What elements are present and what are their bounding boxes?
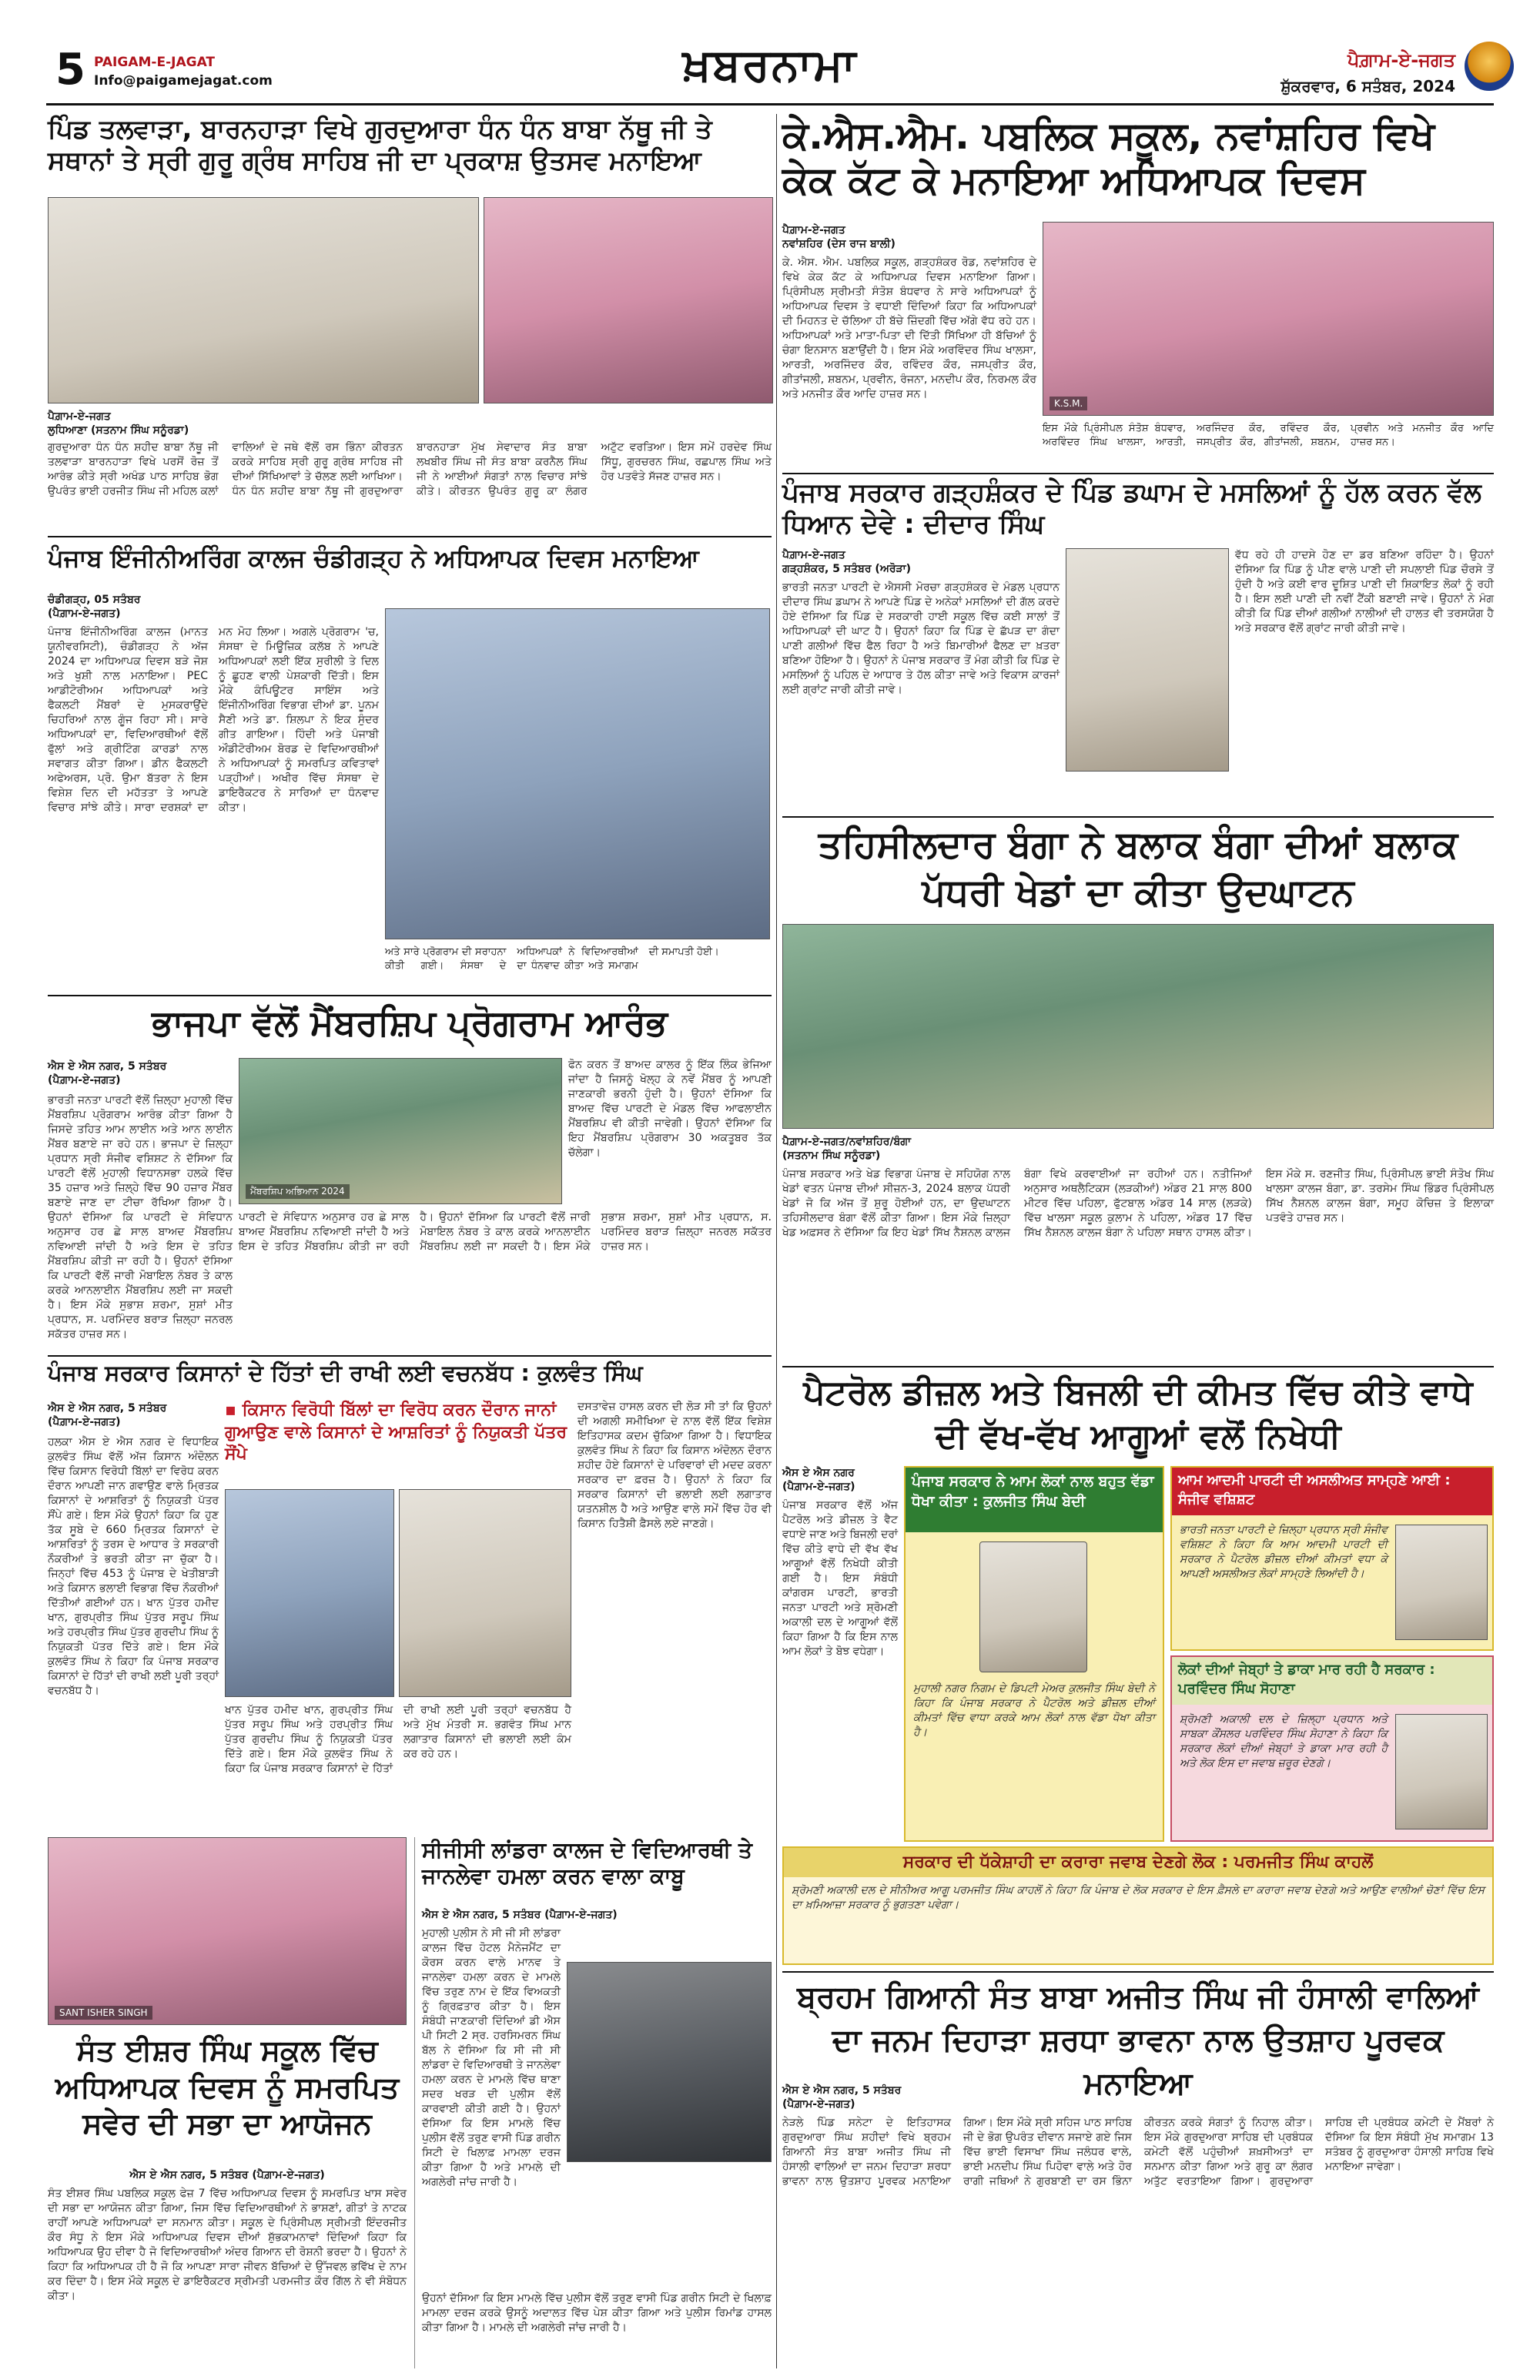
divider <box>48 536 772 537</box>
kulwant-photo-left <box>225 1489 394 1697</box>
kulwant-byline: ਐਸ ਏ ਐਸ ਨਗਰ, 5 ਸਤੰਬਰ (ਪੈਗ਼ਾਮ-ਏ-ਜਗਤ) <box>48 1402 167 1428</box>
petrol-byline: ਐਸ ਏ ਐਸ ਨਗਰ (ਪੈਗ਼ਾਮ-ਏ-ਜਗਤ) <box>782 1467 855 1493</box>
kulwant-body: ਹਲਕਾ ਐਸ ਏ ਐਸ ਨਗਰ ਦੇ ਵਿਧਾਇਕ ਕੁਲਵੰਤ ਸਿੰਘ ਵੱਲੋਂ ਅੱਜ ਕਿਸਾਨ ਅੰਦੋਲਨ ਵਿੱਚ ਕਿਸਾਨ ਵਿਰੋਧੀ ਬਿੱਲਾਂ ਦਾ ਵਿਰੋਧ ਕਰਨ ਦੌਰਾਨ ਆਪਣੀ ਜਾਨ ਗਵਾਉਣ ਵਾਲੇ ਮ੍ਰਿਤਕ ਕਿਸਾਨਾਂ ਦੇ ਆਸ਼ਰਿਤਾਂ ਨੂੰ ਨਿਯੁਕਤੀ ਪੱਤਰ ਸੌਂਪੇ ਗਏ। ਇਸ ਮੌਕੇ ਉਹਨਾਂ ਕਿਹਾ ਕਿ ਹੁਣ ਤੱਕ ਸੂਬੇ ਦੇ 660 ਮ੍ਰਿਤਕ ਕਿਸਾਨਾਂ ਦੇ ਆਸ਼ਰਿਤਾਂ ਨੂੰ ਤਰਸ ਦੇ ਆਧਾਰ ਤੇ ਸਰਕਾਰੀ ਨੌਕਰੀਆਂ ਤੇ ਭਰਤੀ ਕੀਤਾ ਜਾ ਚੁੱਕਾ ਹੈ। ਜਿਨ੍ਹਾਂ ਵਿੱਚ 453 ਨੂੰ ਪੰਜਾਬ ਦੇ ਖੇਤੀਬਾੜੀ ਅਤੇ ਕਿਸਾਨ ਭਲਾਈ ਵਿਭਾਗ ਵਿੱਚ ਨੌਕਰੀਆਂ ਦਿੱਤੀਆਂ ਗਈਆਂ ਹਨ। ਖਾਨ ਪੁੱਤਰ ਹਮੀਦ ਖਾਨ, ਗੁਰਪ੍ਰੀਤ ਸਿੰਘ ਪੁੱਤਰ ਸਰੂਪ ਸਿੰਘ ਅਤੇ ਹਰਪ੍ਰੀਤ ਸਿੰਘ ਪੁੱਤਰ ਗੁਰਦੀਪ ਸਿੰਘ ਨੂੰ ਨਿਯੁਕਤੀ ਪੱਤਰ ਦਿੱਤੇ ਗਏ। ਇਸ ਮੌਕੇ ਕੁਲਵੰਤ ਸਿੰਘ ਨੇ ਕਿਹਾ ਕਿ ਪੰਜਾਬ ਸਰਕਾਰ ਕਿਸਾਨਾਂ ਦੇ ਹਿੱਤਾਂ ਦੀ ਰਾਖੀ ਲਈ ਪੂਰੀ ਤਰ੍ਹਾਂ ਵਚਨਬੱਧ ਹੈ। <box>48 1436 219 1697</box>
sant-isher-headline: ਸੰਤ ਈਸ਼ਰ ਸਿੰਘ ਸਕੂਲ ਵਿੱਚ ਅਧਿਆਪਕ ਦਿਵਸ ਨੂੰ ਸਮਰਪਿਤ ਸਵੇਰ ਦੀ ਸਭਾ ਦਾ ਆਯੋਜਨ <box>55 2034 400 2141</box>
gurdwara-photo-left <box>48 197 479 403</box>
masthead-rule <box>46 103 1494 105</box>
sohana-box-title: ਲੋਕਾਂ ਦੀਆਂ ਜੇਬ੍ਹਾਂ ਤੇ ਡਾਕਾ ਮਾਰ ਰਹੀ ਹੈ ਸਰਕਾਰ : ਪਰਵਿੰਦਰ ਸਿੰਘ ਸੋਹਾਣਾ <box>1172 1657 1492 1705</box>
pec-body: ਪੰਜਾਬ ਇੰਜੀਨੀਅਰਿੰਗ ਕਾਲਜ (ਮਾਨਤ ਯੂਨੀਵਰਸਿਟੀ), ਚੰਡੀਗੜ੍ਹ ਨੇ ਅੱਜ 2024 ਦਾ ਅਧਿਆਪਕ ਦਿਵਸ ਬੜੇ ਜੋਸ਼ ਅਤੇ ਖੁਸ਼ੀ ਨਾਲ ਮਨਾਇਆ। PEC ਆਡੀਟੋਰੀਅਮ ਅਧਿਆਪਕਾਂ ਅਤੇ ਫੈਕਲਟੀ ਮੈਂਬਰਾਂ ਦੇ ਮੁਸਕਰਾਉਂਦੇ ਚਿਹਰਿਆਂ ਨਾਲ ਗੂੰਜ ਰਿਹਾ ਸੀ। ਸਾਰੇ ਅਧਿਆਪਕਾਂ ਦਾ, ਵਿਦਿਆਰਥੀਆਂ ਵੱਲੋਂ ਫੁੱਲਾਂ ਅਤੇ ਗ੍ਰੀਟਿੰਗ ਕਾਰਡਾਂ ਨਾਲ ਸਵਾਗਤ ਕੀਤਾ ਗਿਆ। ਡੀਨ ਫੈਕਲਟੀ ਅਫੇਅਰਸ, ਪ੍ਰੋ. ਉਮਾ ਬੱਤਰਾ ਨੇ ਇਸ ਵਿਸ਼ੇਸ਼ ਦਿਨ ਦੀ ਮਹੱਤਤਾ ਤੇ ਆਪਣੇ ਵਿਚਾਰ ਸਾਂਝੇ ਕੀਤੇ। ਸਾਰਾ ਦਰਸ਼ਕਾਂ ਦਾ ਮਨ ਮੋਹ ਲਿਆ। ਅਗਲੇ ਪ੍ਰੋਗਰਾਮ 'ਚ, ਸੰਸਥਾ ਦੇ ਮਿਊਜ਼ਿਕ ਕਲੱਬ ਨੇ ਆਪਣੇ ਅਧਿਆਪਕਾਂ ਲਈ ਇੱਕ ਸੁਰੀਲੀ ਤੇ ਦਿਲ ਨੂੰ ਛੂਹਣ ਵਾਲੀ ਪੇਸ਼ਕਾਰੀ ਦਿੱਤੀ। ਇਸ ਮੌਕੇ ਕੰਪਿਊਟਰ ਸਾਇੰਸ ਅਤੇ ਇੰਜੀਨੀਅਰਿੰਗ ਵਿਭਾਗ ਦੀਆਂ ਡਾ. ਪੂਨਮ ਸੈਣੀ ਅਤੇ ਡਾ. ਸ਼ਿਲਪਾ ਨੇ ਇਕ ਸੁੰਦਰ ਗੀਤ ਗਾਇਆ। ਹਿੰਦੀ ਅਤੇ ਪੰਜਾਬੀ ਔਡੀਟੋਰੀਅਮ ਬੋਰਡ ਦੇ ਵਿਦਿਆਰਥੀਆਂ ਨੇ ਅਧਿਆਪਕਾਂ ਨੂੰ ਸਮਰਪਿਤ ਕਵਿਤਾਵਾਂ ਪੜ੍ਹੀਆਂ। ਅਖੀਰ ਵਿੱਚ ਸੰਸਥਾ ਦੇ ਡਾਇਰੈਕਟਰ ਨੇ ਸਾਰਿਆਂ ਦਾ ਧੰਨਵਾਦ ਕੀਤਾ। <box>48 626 379 814</box>
vashisht-box-title: ਆਮ ਆਦਮੀ ਪਾਰਟੀ ਦੀ ਅਸਲੀਅਤ ਸਾਮ੍ਹਣੇ ਆਈ : ਸੰਜੀਵ ਵਸ਼ਿਸ਼ਟ <box>1172 1468 1492 1515</box>
bjp-photo <box>239 1058 562 1204</box>
dhagam-byline: ਪੈਗ਼ਾਮ-ਏ-ਜਗਤ ਗੜ੍ਹਸ਼ੰਕਰ, 5 ਸਤੰਬਰ (ਅਰੋੜਾ) <box>782 549 912 575</box>
gurdwara-body: ਗੁਰਦੁਆਰਾ ਧੰਨ ਧੰਨ ਸ਼ਹੀਦ ਬਾਬਾ ਨੱਥੂ ਜੀ ਤਲਵਾੜਾ ਬਾਰਨਹਾੜਾ ਵਿਖੇ ਪਰਸੋਂ ਰੋਜ਼ ਤੋਂ ਆਰੰਭ ਕੀਤੇ ਸ੍ਰੀ ਅਖੰਡ ਪਾਠ ਸਾਹਿਬ ਭੋਗ ਉਪਰੰਤ ਭਾਈ ਹਰਜੀਤ ਸਿੰਘ ਜੀ ਮਹਿਲ ਕਲਾਂ ਵਾਲਿਆਂ ਦੇ ਜਥੇ ਵੱਲੋਂ ਰਸ ਭਿੰਨਾ ਕੀਰਤਨ ਕਰਕੇ ਸਾਹਿਬ ਸ੍ਰੀ ਗੁਰੂ ਗ੍ਰੰਥ ਸਾਹਿਬ ਜੀ ਦੀਆਂ ਸਿੱਖਿਆਵਾਂ ਤੇ ਚੱਲਣ ਲਈ ਆਖਿਆ। ਧੰਨ ਧੰਨ ਸ਼ਹੀਦ ਬਾਬਾ ਨੱਥੂ ਜੀ ਗੁਰਦੁਆਰਾ ਬਾਰਨਹਾੜਾ ਮੁੱਖ ਸੇਵਾਦਾਰ ਸੰਤ ਬਾਬਾ ਲਖਬੀਰ ਸਿੰਘ ਜੀ ਸੰਤ ਬਾਬਾ ਕਰਨੈਲ ਸਿੰਘ ਜੀ ਨੇ ਆਈਆਂ ਸੰਗਤਾਂ ਨਾਲ ਵਿਚਾਰ ਸਾਂਝੇ ਕੀਤੇ। ਕੀਰਤਨ ਉਪਰੰਤ ਗੁਰੂ ਕਾ ਲੰਗਰ ਅਟੁੱਟ ਵਰਤਿਆ। ਇਸ ਸਮੇਂ ਹਰਦੇਵ ਸਿੰਘ ਸਿੱਧੂ, ਗੁਰਚਰਨ ਸਿੰਘ, ਰਛਪਾਲ ਸਿੰਘ ਅਤੇ ਹੋਰ ਪਤਵੰਤੇ ਸੱਜਣ ਹਾਜ਼ਰ ਸਨ। <box>48 441 772 497</box>
gurdwara-photo-right <box>484 197 773 403</box>
dhagam-headline: ਪੰਜਾਬ ਸਰਕਾਰ ਗੜ੍ਹਸ਼ੰਕਰ ਦੇ ਪਿੰਡ ਡਘਾਮ ਦੇ ਮਸਲਿਆਂ ਨੂੰ ਹੱਲ ਕਰਨ ਵੱਲ ਧਿਆਨ ਦੇਵੇ : ਦੀਦਾਰ ਸਿੰਘ <box>782 477 1481 541</box>
banga-body: ਪੰਜਾਬ ਸਰਕਾਰ ਅਤੇ ਖੇਡ ਵਿਭਾਗ ਪੰਜਾਬ ਦੇ ਸਹਿਯੋਗ ਨਾਲ ਖੇਡਾਂ ਵਤਨ ਪੰਜਾਬ ਦੀਆਂ ਸੀਜ਼ਨ-3, 2024 ਬਲਾਕ ਪੱਧਰੀ ਖੇਡਾਂ ਜੋ ਕਿ ਅੱਜ ਤੋਂ ਸ਼ੁਰੂ ਹੋਈਆਂ ਹਨ, ਦਾ ਉਦਘਾਟਨ ਤਹਿਸੀਲਦਾਰ ਬੰਗਾ ਵੱਲੋਂ ਕੀਤਾ ਗਿਆ। ਇਸ ਮੌਕੇ ਜ਼ਿਲ੍ਹਾ ਖੇਡ ਅਫ਼ਸਰ ਨੇ ਦੱਸਿਆ ਕਿ ਇਹ ਖੇਡਾਂ ਸਿੱਖ ਨੈਸ਼ਨਲ ਕਾਲਜ ਬੰਗਾ ਵਿਖੇ ਕਰਵਾਈਆਂ ਜਾ ਰਹੀਆਂ ਹਨ। ਨਤੀਜਿਆਂ ਅਨੁਸਾਰ ਅਥਲੈਟਿਕਸ (ਲੜਕੀਆਂ) ਅੰਡਰ 21 ਸਾਲ 800 ਮੀਟਰ ਵਿੱਚ ਪਹਿਲਾ, ਫੁੱਟਬਾਲ ਅੰਡਰ 14 ਸਾਲ (ਲੜਕੇ) ਵਿੱਚ ਖਾਲਸਾ ਸਕੂਲ ਕੁਲਾਮ ਨੇ ਪਹਿਲਾ, ਅੰਡਰ 17 ਵਿੱਚ ਸਿੱਖ ਨੈਸ਼ਨਲ ਕਾਲਜ ਬੰਗਾ ਨੇ ਪਹਿਲਾ ਸਥਾਨ ਹਾਸਲ ਕੀਤਾ। ਇਸ ਮੌਕੇ ਸ. ਰਣਜੀਤ ਸਿੰਘ, ਪ੍ਰਿੰਸੀਪਲ ਭਾਈ ਸੰਤੋਖ ਸਿੰਘ ਖਾਲਸਾ ਕਾਲਜ ਬੰਗਾ, ਡਾ. ਤਰਸੇਮ ਸਿੰਘ ਭਿੰਡਰ ਪ੍ਰਿੰਸੀਪਲ ਸਿੱਖ ਨੈਸ਼ਨਲ ਕਾਲਜ ਬੰਗਾ, ਸਮੂਹ ਕੋਚਿਜ਼ ਤੇ ਇਲਾਕਾ ਪਤਵੰਤੇ ਹਾਜ਼ਰ ਸਨ। <box>782 1168 1494 1239</box>
kulwant-subheadline-text: ਕਿਸਾਨ ਵਿਰੋਧੀ ਬਿੱਲਾਂ ਦਾ ਵਿਰੋਧ ਕਰਨ ਦੌਰਾਨ ਜਾਨਾਂ ਗੁਆਉਣ ਵਾਲੇ ਕਿਸਾਨਾਂ ਦੇ ਆਸ਼ਰਿਤਾਂ ਨੂੰ ਨਿਯੁਕਤੀ ਪੱਤਰ ਸੌਂਪੇ <box>225 1401 567 1464</box>
gurdwara-headline: ਪਿੰਡ ਤਲਵਾੜਾ, ਬਾਰਨਹਾੜਾ ਵਿਖੇ ਗੁਰਦੁਆਰਾ ਧੰਨ ਧੰਨ ਬਾਬਾ ਨੱਥੂ ਜੀ ਤੇ ਸਥਾਨਾਂ ਤੇ ਸ੍ਰੀ ਗੁਰੂ ਗ੍ਰੰਥ ਸਾਹਿਬ ਜੀ ਦਾ ਪ੍ਰਕਾਸ਼ ਉਤਸਵ ਮਨਾਇਆ <box>48 114 712 177</box>
email-address[interactable]: Info@paigamejagat.com <box>94 73 273 89</box>
ksm-body-bottom: ਇਸ ਮੌਕੇ ਪ੍ਰਿੰਸੀਪਲ ਸੰਤੋਸ਼ ਬੰਧਵਾਰ, ਅਰਵਿੰਦਰ ਸਿੰਘ ਖਾਲਸਾ, ਆਰਤੀ, ਅਰਜਿੰਦਰ ਕੌਰ, ਰਵਿੰਦਰ ਕੌਰ, ਜਸਪ੍ਰੀਤ ਕੌਰ, ਗੀਤਾਂਜਲੀ, ਸ਼ਬਨਮ, ਪ੍ਰਵੀਨ ਅਤੇ ਮਨਜੀਤ ਕੌਰ ਆਦਿ ਹਾਜ਼ਰ ਸਨ। <box>1043 423 1494 448</box>
ksm-body: ਕੇ. ਐਸ. ਐਮ. ਪਬਲਿਕ ਸਕੂਲ, ਗੜ੍ਹਸ਼ੰਕਰ ਰੋਡ, ਨਵਾਂਸ਼ਹਿਰ ਦੇ ਵਿਖੇ ਕੇਕ ਕੱਟ ਕੇ ਅਧਿਆਪਕ ਦਿਵਸ ਮਨਾਇਆ ਗਿਆ। ਪ੍ਰਿੰਸੀਪਲ ਸ੍ਰੀਮਤੀ ਸੰਤੋਸ਼ ਬੰਧਵਾਰ ਨੇ ਸਾਰੇ ਅਧਿਆਪਕਾਂ ਨੂੰ ਅਧਿਆਪਕ ਦਿਵਸ ਤੇ ਵਧਾਈ ਦਿੰਦਿਆਂ ਕਿਹਾ ਕਿ ਅਧਿਆਪਕਾਂ ਦੀ ਮਿਹਨਤ ਦੇ ਚੱਲਿਆ ਹੀ ਬੱਚੇ ਜ਼ਿੰਦਗੀ ਵਿੱਚ ਅੱਗੇ ਵੱਧ ਰਹੇ ਹਨ। ਅਧਿਆਪਕਾਂ ਅਤੇ ਮਾਤਾ-ਪਿਤਾ ਦੀ ਦਿੱਤੀ ਸਿੱਖਿਆ ਹੀ ਬੱਚਿਆਂ ਨੂੰ ਚੰਗਾ ਇਨਸਾਨ ਬਣਾਉਂਦੀ ਹੈ। ਇਸ ਮੌਕੇ ਅਰਵਿੰਦਰ ਸਿੰਘ ਖਾਲਸਾ, ਆਰਤੀ, ਅਰਜਿੰਦਰ ਕੌਰ, ਰਵਿੰਦਰ ਕੌਰ, ਜਸਪ੍ਰੀਤ ਕੌਰ, ਗੀਤਾਂਜਲੀ, ਸ਼ਬਨਮ, ਪ੍ਰਵੀਨ, ਰੰਜਨਾ, ਮਨਦੀਪ ਕੌਰ, ਨਿਰਮਲ ਕੌਰ ਅਤੇ ਮਨਜੀਤ ਕੌਰ ਆਦਿ ਹਾਜ਼ਰ ਸਨ। <box>782 256 1036 400</box>
hansali-headline: ਬ੍ਰਹਮ ਗਿਆਨੀ ਸੰਤ ਬਾਬਾ ਅਜੀਤ ਸਿੰਘ ਜੀ ਹੰਸਾਲੀ ਵਾਲਿਆਂ ਦਾ ਜਨਮ ਦਿਹਾੜਾ ਸ਼ਰਧਾ ਭਾਵਨਾ ਨਾਲ ਉਤਸ਼ਾਹ ਪੂਰਵਕ ਮਨਾਇਆ <box>797 1980 1479 2101</box>
bullet-icon: ▪ <box>225 1401 243 1420</box>
kahlon-box-title: ਸਰਕਾਰ ਦੀ ਧੱਕੇਸ਼ਾਹੀ ਦਾ ਕਰਾਰਾ ਜਵਾਬ ਦੇਣਗੇ ਲੋਕ : ਪਰਮਜੀਤ ਸਿੰਘ ਕਾਹਲੋਂ <box>784 1848 1492 1877</box>
petrol-headline: ਪੈਟਰੋਲ ਡੀਜ਼ਲ ਅਤੇ ਬਿਜਲੀ ਦੀ ਕੀਮਤ ਵਿੱਚ ਕੀਤੇ ਵਾਧੇ ਦੀ ਵੱਖ-ਵੱਖ ਆਗੂਆਂ ਵਲੋਂ ਨਿਖੇਧੀ <box>803 1373 1473 1457</box>
issue-date: ਸ਼ੁੱਕਰਵਾਰ, 6 ਸਤੰਬਰ, 2024 <box>1281 77 1455 95</box>
pec-photo <box>385 608 770 939</box>
sohana-box <box>1170 1655 1494 1842</box>
masthead <box>0 0 1540 95</box>
landran-photo <box>567 1962 772 2162</box>
sant-isher-photo-caption: SANT ISHER SINGH <box>55 2006 152 2020</box>
torch-logo-icon <box>1465 42 1514 91</box>
hansali-body: ਨੇੜਲੇ ਪਿੰਡ ਸਨੇਟਾ ਦੇ ਇਤਿਹਾਸਕ ਗੁਰਦੁਆਰਾ ਸਿੰਘ ਸ਼ਹੀਦਾਂ ਵਿਖੇ ਬ੍ਰਹਮ ਗਿਆਨੀ ਸੰਤ ਬਾਬਾ ਅਜੀਤ ਸਿੰਘ ਜੀ ਹੰਸਾਲੀ ਵਾਲਿਆਂ ਦਾ ਜਨਮ ਦਿਹਾੜਾ ਸ਼ਰਧਾ ਭਾਵਨਾ ਨਾਲ ਉਤਸ਼ਾਹ ਪੂਰਵਕ ਮਨਾਇਆ ਗਿਆ। ਇਸ ਮੌਕੇ ਸ੍ਰੀ ਸਹਿਜ ਪਾਠ ਸਾਹਿਬ ਜੀ ਦੇ ਭੋਗ ਉਪਰੰਤ ਦੀਵਾਨ ਸਜਾਏ ਗਏ ਜਿਸ ਵਿੱਚ ਭਾਈ ਵਿਸਾਖਾ ਸਿੰਘ ਜਲੰਧਰ ਵਾਲੇ, ਭਾਈ ਮਨਦੀਪ ਸਿੰਘ ਪਿਹੋਵਾ ਵਾਲੇ ਅਤੇ ਹੋਰ ਰਾਗੀ ਜਥਿਆਂ ਨੇ ਗੁਰਬਾਣੀ ਦਾ ਰਸ ਭਿੰਨਾ ਕੀਰਤਨ ਕਰਕੇ ਸੰਗਤਾਂ ਨੂੰ ਨਿਹਾਲ ਕੀਤਾ। ਇਸ ਮੌਕੇ ਗੁਰਦੁਆਰਾ ਸਾਹਿਬ ਦੀ ਪ੍ਰਬੰਧਕ ਕਮੇਟੀ ਵੱਲੋਂ ਪਹੁੰਚੀਆਂ ਸ਼ਖ਼ਸੀਅਤਾਂ ਦਾ ਸਨਮਾਨ ਕੀਤਾ ਗਿਆ ਅਤੇ ਗੁਰੂ ਕਾ ਲੰਗਰ ਅਤੁੱਟ ਵਰਤਾਇਆ ਗਿਆ। ਗੁਰਦੁਆਰਾ ਸਾਹਿਬ ਦੀ ਪ੍ਰਬੰਧਕ ਕਮੇਟੀ ਦੇ ਮੈਂਬਰਾਂ ਨੇ ਦੱਸਿਆ ਕਿ ਇਸ ਸੰਬੰਧੀ ਮੁੱਖ ਸਮਾਗਮ 13 ਸਤੰਬਰ ਨੂੰ ਗੁਰਦੁਆਰਾ ਹੰਸਾਲੀ ਸਾਹਿਬ ਵਿਖੇ ਮਨਾਇਆ ਜਾਵੇਗਾ। <box>782 2117 1494 2188</box>
gurdwara-byline: ਪੈਗ਼ਾਮ-ਏ-ਜਗਤ ਲੁਧਿਆਣਾ (ਸਤਨਾਮ ਸਿੰਘ ਸਨੂੰਰਡਾ) <box>48 410 189 437</box>
bjp-headline: ਭਾਜਪਾ ਵੱਲੋਂ ਮੈਂਬਰਸ਼ਿਪ ਪ੍ਰੋਗਰਾਮ ਆਰੰਭ <box>152 1002 668 1043</box>
dhagam-body-right: ਵੱਧ ਰਹੇ ਹੀ ਹਾਦਸੇ ਹੋਣ ਦਾ ਡਰ ਬਣਿਆ ਰਹਿੰਦਾ ਹੈ। ਉਹਨਾਂ ਦੱਸਿਆ ਕਿ ਪਿੰਡ ਨੂੰ ਪੀਣ ਵਾਲੇ ਪਾਣੀ ਦੀ ਸਪਲਾਈ ਪਿੰਡ ਚੌਰਸੇ ਤੋਂ ਹੁੰਦੀ ਹੈ ਅਤੇ ਕਈ ਵਾਰ ਦੂਸ਼ਿਤ ਪਾਣੀ ਦੀ ਸ਼ਿਕਾਇਤ ਲੋਕਾਂ ਨੂੰ ਰਹੀ ਹੈ। ਇਸ ਲਈ ਪਾਣੀ ਦੀ ਨਵੀਂ ਟੈਂਕੀ ਬਣਾਈ ਜਾਵੇ। ਉਹਨਾਂ ਨੇ ਮੰਗ ਕੀਤੀ ਕਿ ਪਿੰਡ ਦੀਆਂ ਗਲੀਆਂ ਨਾਲੀਆਂ ਦੀ ਹਾਲਤ ਵੀ ਤਰਸਯੋਗ ਹੈ ਅਤੇ ਸਰਕਾਰ ਵੱਲੋਂ ਗ੍ਰਾਂਟ ਜਾਰੀ ਕੀਤੀ ਜਾਵੇ। <box>1235 549 1494 634</box>
divider <box>48 995 772 996</box>
bjp-body: ਭਾਰਤੀ ਜਨਤਾ ਪਾਰਟੀ ਵੱਲੋਂ ਜ਼ਿਲ੍ਹਾ ਮੁਹਾਲੀ ਵਿੱਚ ਮੈਂਬਰਸ਼ਿਪ ਪ੍ਰੋਗਰਾਮ ਆਰੰਭ ਕੀਤਾ ਗਿਆ ਹੈ ਜਿਸਦੇ ਤਹਿਤ ਆਮ ਲਾਈਨ ਅਤੇ ਆਨ ਲਾਈਨ ਮੈਂਬਰ ਬਣਾਏ ਜਾ ਰਹੇ ਹਨ। ਭਾਜਪਾ ਦੇ ਜ਼ਿਲ੍ਹਾ ਪ੍ਰਧਾਨ ਸ੍ਰੀ ਸੰਜੀਵ ਵਸ਼ਿਸ਼ਟ ਨੇ ਦੱਸਿਆ ਕਿ ਪਾਰਟੀ ਵੱਲੋਂ ਮੁਹਾਲੀ ਵਿਧਾਨਸਭਾ ਹਲਕੇ ਵਿੱਚ 35 ਹਜ਼ਾਰ ਅਤੇ ਜ਼ਿਲ੍ਹੇ ਵਿੱਚ 90 ਹਜ਼ਾਰ ਮੈਂਬਰ ਬਣਾਏ ਜਾਣ ਦਾ ਟੀਚਾ ਰੱਖਿਆ ਗਿਆ ਹੈ। ਉਹਨਾਂ ਦੱਸਿਆ ਕਿ ਪਾਰਟੀ ਦੇ ਸੰਵਿਧਾਨ ਅਨੁਸਾਰ ਹਰ ਛੇ ਸਾਲ ਬਾਅਦ ਮੈਂਬਰਸ਼ਿਪ ਨਵਿਆਈ ਜਾਂਦੀ ਹੈ ਅਤੇ ਇਸ ਦੇ ਤਹਿਤ ਮੈਂਬਰਸ਼ਿਪ ਕੀਤੀ ਜਾ ਰਹੀ ਹੈ। ਉਹਨਾਂ ਦੱਸਿਆ ਕਿ ਪਾਰਟੀ ਵੱਲੋਂ ਜਾਰੀ ਮੋਬਾਇਲ ਨੰਬਰ ਤੇ ਕਾਲ ਕਰਕੇ ਆਨਲਾਈਨ ਮੈਂਬਰਸ਼ਿਪ ਲਈ ਜਾ ਸਕਦੀ ਹੈ। ਇਸ ਮੌਕੇ ਸੁਭਾਸ਼ ਸ਼ਰਮਾ, ਸੁਸ਼ਾਂ ਮੀਤ ਪ੍ਰਧਾਨ, ਸ. ਪਰਮਿੰਦਰ ਬਰਾੜ ਜ਼ਿਲ੍ਹਾ ਜਨਰਲ ਸਕੱਤਰ ਹਾਜ਼ਰ ਸਨ। <box>48 1094 233 1341</box>
bjp-body-bottom: ਪਾਰਟੀ ਦੇ ਸੰਵਿਧਾਨ ਅਨੁਸਾਰ ਹਰ ਛੇ ਸਾਲ ਬਾਅਦ ਮੈਂਬਰਸ਼ਿਪ ਨਵਿਆਈ ਜਾਂਦੀ ਹੈ ਅਤੇ ਇਸ ਦੇ ਤਹਿਤ ਮੈਂਬਰਸ਼ਿਪ ਕੀਤੀ ਜਾ ਰਹੀ ਹੈ। ਉਹਨਾਂ ਦੱਸਿਆ ਕਿ ਪਾਰਟੀ ਵੱਲੋਂ ਜਾਰੀ ਮੋਬਾਇਲ ਨੰਬਰ ਤੇ ਕਾਲ ਕਰਕੇ ਆਨਲਾਈਨ ਮੈਂਬਰਸ਼ਿਪ ਲਈ ਜਾ ਸਕਦੀ ਹੈ। ਇਸ ਮੌਕੇ ਸੁਭਾਸ਼ ਸ਼ਰਮਾ, ਸੁਸ਼ਾਂ ਮੀਤ ਪ੍ਰਧਾਨ, ਸ. ਪਰਮਿੰਦਰ ਬਰਾੜ ਜ਼ਿਲ੍ਹਾ ਜਨਰਲ ਸਕੱਤਰ ਹਾਜ਼ਰ ਸਨ। <box>239 1211 772 1253</box>
petrol-body: ਪੰਜਾਬ ਸਰਕਾਰ ਵੱਲੋਂ ਅੱਜ ਪੈਟਰੋਲ ਅਤੇ ਡੀਜ਼ਲ ਤੇ ਵੈਟ ਵਧਾਏ ਜਾਣ ਅਤੇ ਬਿਜਲੀ ਦਰਾਂ ਵਿੱਚ ਕੀਤੇ ਵਾਧੇ ਦੀ ਵੱਖ ਵੱਖ ਆਗੂਆਂ ਵੱਲੋਂ ਨਿਖੇਧੀ ਕੀਤੀ ਗਈ ਹੈ। ਇਸ ਸੰਬੰਧੀ ਕਾਂਗਰਸ ਪਾਰਟੀ, ਭਾਰਤੀ ਜਨਤਾ ਪਾਰਟੀ ਅਤੇ ਸ਼੍ਰੋਮਣੀ ਅਕਾਲੀ ਦਲ ਦੇ ਆਗੂਆਂ ਵੱਲੋਂ ਕਿਹਾ ਗਿਆ ਹੈ ਕਿ ਇਸ ਨਾਲ ਆਮ ਲੋਕਾਂ ਤੇ ਬੋਝ ਵਧੇਗਾ। <box>782 1499 898 1658</box>
pec-body-continued: ਅਤੇ ਸਾਰੇ ਪ੍ਰੋਗਰਾਮ ਦੀ ਸਰਾਹਨਾ ਕੀਤੀ ਗਈ। ਸੰਸਥਾ ਦੇ ਅਧਿਆਪਕਾਂ ਨੇ ਵਿਦਿਆਰਥੀਆਂ ਦਾ ਧੰਨਵਾਦ ਕੀਤਾ ਅਤੇ ਸਮਾਗਮ ਦੀ ਸਮਾਪਤੀ ਹੋਈ। <box>385 946 719 972</box>
kulwant-body-mid: ਖਾਨ ਪੁੱਤਰ ਹਮੀਦ ਖਾਨ, ਗੁਰਪ੍ਰੀਤ ਸਿੰਘ ਪੁੱਤਰ ਸਰੂਪ ਸਿੰਘ ਅਤੇ ਹਰਪ੍ਰੀਤ ਸਿੰਘ ਪੁੱਤਰ ਗੁਰਦੀਪ ਸਿੰਘ ਨੂੰ ਨਿਯੁਕਤੀ ਪੱਤਰ ਦਿੱਤੇ ਗਏ। ਇਸ ਮੌਕੇ ਕੁਲਵੰਤ ਸਿੰਘ ਨੇ ਕਿਹਾ ਕਿ ਪੰਜਾਬ ਸਰਕਾਰ ਕਿਸਾਨਾਂ ਦੇ ਹਿੱਤਾਂ ਦੀ ਰਾਖੀ ਲਈ ਪੂਰੀ ਤਰ੍ਹਾਂ ਵਚਨਬੱਧ ਹੈ ਅਤੇ ਮੁੱਖ ਮੰਤਰੀ ਸ. ਭਗਵੰਤ ਸਿੰਘ ਮਾਨ ਲਗਾਤਾਰ ਕਿਸਾਨਾਂ ਦੀ ਭਲਾਈ ਲਈ ਕੰਮ ਕਰ ਰਹੇ ਹਨ। <box>225 1704 571 1775</box>
vashisht-box-text: ਭਾਰਤੀ ਜਨਤਾ ਪਾਰਟੀ ਦੇ ਜ਼ਿਲ੍ਹਾ ਪ੍ਰਧਾਨ ਸ੍ਰੀ ਸੰਜੀਵ ਵਸ਼ਿਸ਼ਟ ਨੇ ਕਿਹਾ ਕਿ ਆਮ ਆਦਮੀ ਪਾਰਟੀ ਦੀ ਸਰਕਾਰ ਨੇ ਪੈਟਰੋਲ ਡੀਜ਼ਲ ਦੀਆਂ ਕੀਮਤਾਂ ਵਧਾ ਕੇ ਆਪਣੀ ਅਸਲੀਅਤ ਲੋਕਾਂ ਸਾਮ੍ਹਣੇ ਲਿਆਂਦੀ ਹੈ। <box>1180 1524 1388 1580</box>
landran-body: ਮੁਹਾਲੀ ਪੁਲੀਸ ਨੇ ਸੀ ਜੀ ਸੀ ਲਾਂਡਰਾ ਕਾਲਜ ਵਿੱਚ ਹੋਟਲ ਮੈਨੇਜਮੈਂਟ ਦਾ ਕੋਰਸ ਕਰਨ ਵਾਲੇ ਮਾਨਵ ਤੇ ਜਾਨਲੇਵਾ ਹਮਲਾ ਕਰਨ ਦੇ ਮਾਮਲੇ ਵਿੱਚ ਤਰੁਣ ਨਾਮ ਦੇ ਇੱਕ ਵਿਅਕਤੀ ਨੂੰ ਗ੍ਰਿਫ਼ਤਾਰ ਕੀਤਾ ਹੈ। ਇਸ ਸੰਬੰਧੀ ਜਾਣਕਾਰੀ ਦਿੰਦਿਆਂ ਡੀ ਐਸ ਪੀ ਸਿਟੀ 2 ਸ੍ਰ. ਹਰਸਿਮਰਨ ਸਿੰਘ ਬੱਲ ਨੇ ਦੱਸਿਆ ਕਿ ਸੀ ਜੀ ਸੀ ਲਾਂਡਰਾ ਦੇ ਵਿਦਿਆਰਥੀ ਤੇ ਜਾਨਲੇਵਾ ਹਮਲਾ ਕਰਨ ਦੇ ਮਾਮਲੇ ਵਿੱਚ ਥਾਣਾ ਸਦਰ ਖਰੜ ਦੀ ਪੁਲੀਸ ਵੱਲੋਂ ਕਾਰਵਾਈ ਕੀਤੀ ਗਈ ਹੈ। ਉਹਨਾਂ ਦੱਸਿਆ ਕਿ ਇਸ ਮਾਮਲੇ ਵਿੱਚ ਪੁਲੀਸ ਵੱਲੋਂ ਤਰੁਣ ਵਾਸੀ ਪਿੰਡ ਗਰੀਨ ਸਿਟੀ ਦੇ ਖਿਲਾਫ਼ ਮਾਮਲਾ ਦਰਜ ਕੀਤਾ ਗਿਆ ਹੈ ਅਤੇ ਮਾਮਲੇ ਦੀ ਅਗਲੇਰੀ ਜਾਂਚ ਜਾਰੀ ਹੈ। <box>422 1927 561 2188</box>
divider <box>48 1355 772 1357</box>
landran-headline: ਸੀਜੀਸੀ ਲਾਂਡਰਾ ਕਾਲਜ ਦੇ ਵਿਦਿਆਰਥੀ ਤੇ ਜਾਨਲੇਵਾ ਹਮਲਾ ਕਰਨ ਵਾਲਾ ਕਾਬੂ <box>422 1837 752 1890</box>
bedi-box-title: ਪੰਜਾਬ ਸਰਕਾਰ ਨੇ ਆਮ ਲੋਕਾਂ ਨਾਲ ਬਹੁਤ ਵੱਡਾ ਧੋਖਾ ਕੀਤਾ : ਕੁਲਜੀਤ ਸਿੰਘ ਬੇਦੀ <box>906 1468 1163 1532</box>
sohana-portrait <box>1395 1714 1488 1829</box>
page-number: 5 <box>55 45 85 95</box>
bedi-box-text: ਮੁਹਾਲੀ ਨਗਰ ਨਿਗਮ ਦੇ ਡਿਪਟੀ ਮੇਅਰ ਕੁਲਜੀਤ ਸਿੰਘ ਬੇਦੀ ਨੇ ਕਿਹਾ ਕਿ ਪੰਜਾਬ ਸਰਕਾਰ ਨੇ ਪੈਟਰੋਲ ਅਤੇ ਡੀਜ਼ਲ ਦੀਆਂ ਕੀਮਤਾਂ ਵਿੱਚ ਵਾਧਾ ਕਰਕੇ ਆਮ ਲੋਕਾਂ ਨਾਲ ਵੱਡਾ ਧੋਖਾ ਕੀਤਾ ਹੈ। <box>913 1682 1155 1739</box>
landran-byline: ਐਸ ਏ ਐਸ ਨਗਰ, 5 ਸਤੰਬਰ (ਪੈਗ਼ਾਮ-ਏ-ਜਗਤ) <box>422 1909 618 1921</box>
kulwant-subheadline <box>225 1400 571 1483</box>
column-rule <box>414 1837 415 2368</box>
pec-byline: ਚੰਡੀਗੜ੍ਹ, 05 ਸਤੰਬਰ (ਪੈਗ਼ਾਮ-ਏ-ਜਗਤ) <box>48 594 141 620</box>
ksm-photo-caption: K.S.M. <box>1050 397 1087 410</box>
bedi-portrait <box>979 1541 1087 1672</box>
hansali-byline: ਐਸ ਏ ਐਸ ਨਗਰ, 5 ਸਤੰਬਰ (ਪੈਗ਼ਾਮ-ਏ-ਜਗਤ) <box>782 2084 902 2111</box>
banga-photo <box>782 924 1494 1129</box>
landran-body-bottom: ਉਹਨਾਂ ਦੱਸਿਆ ਕਿ ਇਸ ਮਾਮਲੇ ਵਿੱਚ ਪੁਲੀਸ ਵੱਲੋਂ ਤਰੁਣ ਵਾਸੀ ਪਿੰਡ ਗਰੀਨ ਸਿਟੀ ਦੇ ਖਿਲਾਫ਼ ਮਾਮਲਾ ਦਰਜ ਕਰਕੇ ਉਸਨੂੰ ਅਦਾਲਤ ਵਿੱਚ ਪੇਸ਼ ਕੀਤਾ ਗਿਆ ਅਤੇ ਪੁਲੀਸ ਰਿਮਾਂਡ ਹਾਸਲ ਕੀਤਾ ਗਿਆ ਹੈ। ਮਾਮਲੇ ਦੀ ਅਗਲੇਰੀ ਜਾਂਚ ਜਾਰੀ ਹੈ। <box>422 2292 772 2334</box>
bjp-body-right: ਫੋਨ ਕਰਨ ਤੋਂ ਬਾਅਦ ਕਾਲਰ ਨੂੰ ਇੱਕ ਲਿੰਕ ਭੇਜਿਆ ਜਾਂਦਾ ਹੈ ਜਿਸਨੂੰ ਖੋਲ੍ਹ ਕੇ ਨਵੇਂ ਮੈਂਬਰ ਨੂੰ ਆਪਣੀ ਜਾਣਕਾਰੀ ਭਰਨੀ ਹੁੰਦੀ ਹੈ। ਉਹਨਾਂ ਦੱਸਿਆ ਕਿ ਬਾਅਦ ਵਿੱਚ ਪਾਰਟੀ ਦੇ ਮੰਡਲ ਵਿੱਚ ਆਫਲਾਈਨ ਮੈਂਬਰਸ਼ਿਪ ਵੀ ਕੀਤੀ ਜਾਵੇਗੀ। ਉਹਨਾਂ ਦੱਸਿਆ ਕਿ ਇਹ ਮੈਂਬਰਸ਼ਿਪ ਪ੍ਰੋਗਰਾਮ 30 ਅਕਤੂਬਰ ਤੱਕ ਚੱਲੇਗਾ। <box>568 1059 772 1159</box>
dhagam-portrait <box>1066 548 1229 772</box>
vashisht-box <box>1170 1466 1494 1651</box>
sant-isher-body: ਸੰਤ ਈਸ਼ਰ ਸਿੰਘ ਪਬਲਿਕ ਸਕੂਲ ਫੇਜ਼ 7 ਵਿੱਚ ਅਧਿਆਪਕ ਦਿਵਸ ਨੂੰ ਸਮਰਪਿਤ ਖਾਸ ਸਵੇਰ ਦੀ ਸਭਾ ਦਾ ਆਯੋਜਨ ਕੀਤਾ ਗਿਆ, ਜਿਸ ਵਿੱਚ ਵਿਦਿਆਰਥੀਆਂ ਨੇ ਭਾਸ਼ਣਾਂ, ਗੀਤਾਂ ਤੇ ਨਾਟਕ ਰਾਹੀਂ ਆਪਣੇ ਅਧਿਆਪਕਾਂ ਦਾ ਸਨਮਾਨ ਕੀਤਾ। ਸਕੂਲ ਦੇ ਪ੍ਰਿੰਸੀਪਲ ਸ੍ਰੀਮਤੀ ਇੰਦਰਜੀਤ ਕੌਰ ਸੰਧੂ ਨੇ ਇਸ ਮੌਕੇ ਅਧਿਆਪਕ ਦਿਵਸ ਦੀਆਂ ਸ਼ੁੱਭਕਾਮਨਾਵਾਂ ਦਿੰਦਿਆਂ ਕਿਹਾ ਕਿ ਅਧਿਆਪਕ ਉਹ ਦੀਵਾ ਹੈ ਜੋ ਵਿਦਿਆਰਥੀਆਂ ਅੰਦਰ ਗਿਆਨ ਦੀ ਰੋਸ਼ਨੀ ਭਰਦਾ ਹੈ। ਉਹਨਾਂ ਨੇ ਕਿਹਾ ਕਿ ਅਧਿਆਪਕ ਹੀ ਹੈ ਜੋ ਕਿ ਆਪਣਾ ਸਾਰਾ ਜੀਵਨ ਬੱਚਿਆਂ ਦੇ ਉੱਜਵਲ ਭਵਿੱਖ ਦੇ ਨਾਮ ਕਰ ਦਿੰਦਾ ਹੈ। ਇਸ ਮੌਕੇ ਸਕੂਲ ਦੇ ਡਾਇਰੈਕਟਰ ਸ੍ਰੀਮਤੀ ਪਰਮਜੀਤ ਕੌਰ ਗਿੱਲ ਨੇ ਵੀ ਸੰਬੋਧਨ ਕੀਤਾ। <box>48 2188 407 2302</box>
ksm-headline: ਕੇ.ਐਸ.ਐਮ. ਪਬਲਿਕ ਸਕੂਲ, ਨਵਾਂਸ਼ਹਿਰ ਵਿਖੇ ਕੇਕ ਕੱਟ ਕੇ ਮਨਾਇਆ ਅਧਿਆਪਕ ਦਿਵਸ <box>782 113 1435 203</box>
divider <box>782 1971 1494 1973</box>
sant-isher-photo <box>48 1837 407 2025</box>
ksm-photo <box>1043 222 1494 416</box>
divider <box>782 1366 1494 1367</box>
divider <box>782 473 1494 474</box>
bjp-photo-caption: ਮੈਂਬਰਸ਼ਿਪ ਅਭਿਆਨ 2024 <box>246 1184 350 1199</box>
kahlon-box <box>782 1846 1494 1965</box>
banga-headline: ਤਹਿਸੀਲਦਾਰ ਬੰਗਾ ਨੇ ਬਲਾਕ ਬੰਗਾ ਦੀਆਂ ਬਲਾਕ ਪੱਧਰੀ ਖੇਡਾਂ ਦਾ ਕੀਤਾ ਉਦਘਾਟਨ <box>818 823 1458 915</box>
ksm-byline: ਪੈਗ਼ਾਮ-ਏ-ਜਗਤ ਨਵਾਂਸ਼ਹਿਰ (ਦੇਸ ਰਾਜ ਬਾਲੀ) <box>782 224 896 250</box>
paper-name: PAIGAM-E-JAGAT <box>94 55 216 70</box>
section-title: ਖ਼ਬਰਨਾਮਾ <box>682 38 858 91</box>
bjp-byline: ਐਸ ਏ ਐਸ ਨਗਰ, 5 ਸਤੰਬਰ (ਪੈਗ਼ਾਮ-ਏ-ਜਗਤ) <box>48 1060 167 1086</box>
sohana-box-text: ਸ਼੍ਰੋਮਣੀ ਅਕਾਲੀ ਦਲ ਦੇ ਜ਼ਿਲ੍ਹਾ ਪ੍ਰਧਾਨ ਅਤੇ ਸਾਬਕਾ ਕੌਂਸਲਰ ਪਰਵਿੰਦਰ ਸਿੰਘ ਸੋਹਾਣਾ ਨੇ ਕਿਹਾ ਕਿ ਸਰਕਾਰ ਲੋਕਾਂ ਦੀਆਂ ਜੇਬ੍ਹਾਂ ਤੇ ਡਾਕਾ ਮਾਰ ਰਹੀ ਹੈ ਅਤੇ ਲੋਕ ਇਸ ਦਾ ਜਵਾਬ ਜ਼ਰੂਰ ਦੇਣਗੇ। <box>1180 1713 1388 1769</box>
divider <box>782 816 1494 818</box>
vashisht-portrait <box>1395 1525 1488 1640</box>
kahlon-box-text: ਸ਼੍ਰੋਮਣੀ ਅਕਾਲੀ ਦਲ ਦੇ ਸੀਨੀਅਰ ਆਗੂ ਪਰਮਜੀਤ ਸਿੰਘ ਕਾਹਲੋਂ ਨੇ ਕਿਹਾ ਕਿ ਪੰਜਾਬ ਦੇ ਲੋਕ ਸਰਕਾਰ ਦੇ ਇਸ ਫ਼ੈਸਲੇ ਦਾ ਕਰਾਰਾ ਜਵਾਬ ਦੇਣਗੇ ਅਤੇ ਆਉਣ ਵਾਲੀਆਂ ਚੋਣਾਂ ਵਿੱਚ ਇਸ ਦਾ ਖ਼ਮਿਆਜ਼ਾ ਸਰਕਾਰ ਨੂੰ ਭੁਗਤਣਾ ਪਵੇਗਾ। <box>792 1884 1485 1911</box>
kulwant-photo-right <box>399 1489 571 1697</box>
page-column-rule <box>776 114 777 2368</box>
kulwant-body-right: ਦਸਤਾਵੇਜ਼ ਹਾਸਲ ਕਰਨ ਦੀ ਲੋੜ ਸੀ ਤਾਂ ਕਿ ਉਹਨਾਂ ਦੀ ਅਗਲੀ ਸਮੀਖਿਆ ਦੇ ਨਾਲ ਵੱਲੋਂ ਇੱਕ ਵਿਸ਼ੇਸ਼ ਇਤਿਹਾਸਕ ਕਦਮ ਚੁੱਕਿਆ ਗਿਆ ਹੈ। ਵਿਧਾਇਕ ਕੁਲਵੰਤ ਸਿੰਘ ਨੇ ਕਿਹਾ ਕਿ ਕਿਸਾਨ ਅੰਦੋਲਨ ਦੌਰਾਨ ਸ਼ਹੀਦ ਹੋਏ ਕਿਸਾਨਾਂ ਦੇ ਪਰਿਵਾਰਾਂ ਦੀ ਮਦਦ ਕਰਨਾ ਸਰਕਾਰ ਦਾ ਫ਼ਰਜ਼ ਹੈ। ਉਹਨਾਂ ਨੇ ਕਿਹਾ ਕਿ ਸਰਕਾਰ ਕਿਸਾਨਾਂ ਦੀ ਭਲਾਈ ਲਈ ਲਗਾਤਾਰ ਯਤਨਸ਼ੀਲ ਹੈ ਅਤੇ ਆਉਣ ਵਾਲੇ ਸਮੇਂ ਵਿੱਚ ਹੋਰ ਵੀ ਕਿਸਾਨ ਹਿਤੈਸ਼ੀ ਫ਼ੈਸਲੇ ਲਏ ਜਾਣਗੇ। <box>578 1401 772 1530</box>
brand-name: ਪੈਗ਼ਾਮ-ਏ-ਜਗਤ <box>1347 49 1455 71</box>
pec-headline: ਪੰਜਾਬ ਇੰਜੀਨੀਅਰਿੰਗ ਕਾਲਜ ਚੰਡੀਗੜ੍ਹ ਨੇ ਅਧਿਆਪਕ ਦਿਵਸ ਮਨਾਇਆ <box>48 544 699 573</box>
dhagam-body: ਭਾਰਤੀ ਜਨਤਾ ਪਾਰਟੀ ਦੇ ਐਸਸੀ ਮੋਰਚਾ ਗੜ੍ਹਸ਼ੰਕਰ ਦੇ ਮੰਡਲ ਪ੍ਰਧਾਨ ਦੀਦਾਰ ਸਿੰਘ ਡਘਾਮ ਨੇ ਆਪਣੇ ਪਿੰਡ ਦੇ ਅਨੇਕਾਂ ਮਸਲਿਆਂ ਦੀ ਗੱਲ ਕਰਦੇ ਹੋਏ ਦੱਸਿਆ ਕਿ ਪਿੰਡ ਦੇ ਸਰਕਾਰੀ ਹਾਈ ਸਕੂਲ ਵਿੱਚ ਕਈ ਸਾਲਾਂ ਤੋਂ ਅਧਿਆਪਕਾਂ ਦੀ ਘਾਟ ਹੈ। ਉਹਨਾਂ ਕਿਹਾ ਕਿ ਪਿੰਡ ਦੇ ਛੱਪੜ ਦਾ ਗੰਦਾ ਪਾਣੀ ਗਲੀਆਂ ਵਿੱਚ ਫੈਲ ਰਿਹਾ ਹੈ ਅਤੇ ਬਿਮਾਰੀਆਂ ਫੈਲਣ ਦਾ ਖ਼ਤਰਾ ਬਣਿਆ ਹੋਇਆ ਹੈ। ਉਹਨਾਂ ਨੇ ਪੰਜਾਬ ਸਰਕਾਰ ਤੋਂ ਮੰਗ ਕੀਤੀ ਕਿ ਪਿੰਡ ਦੇ ਮਸਲਿਆਂ ਨੂੰ ਪਹਿਲ ਦੇ ਆਧਾਰ ਤੇ ਹੱਲ ਕੀਤਾ ਜਾਵੇ ਅਤੇ ਵਿਕਾਸ ਕਾਰਜਾਂ ਲਈ ਗ੍ਰਾਂਟ ਜਾਰੀ ਕੀਤੀ ਜਾਵੇ। <box>782 581 1060 696</box>
bedi-box <box>904 1466 1164 1842</box>
kulwant-headline: ਪੰਜਾਬ ਸਰਕਾਰ ਕਿਸਾਨਾਂ ਦੇ ਹਿੱਤਾਂ ਦੀ ਰਾਖੀ ਲਈ ਵਚਨਬੱਧ : ਕੁਲਵੰਤ ਸਿੰਘ <box>48 1360 643 1386</box>
sant-isher-byline: ਐਸ ਏ ਐਸ ਨਗਰ, 5 ਸਤੰਬਰ (ਪੈਗ਼ਾਮ-ਏ-ਜਗਤ) <box>129 2169 325 2181</box>
banga-byline: ਪੈਗ਼ਾਮ-ਏ-ਜਗਤ/ਨਵਾਂਸ਼ਹਿਰ/ਬੰਗਾ (ਸਤਨਾਮ ਸਿੰਘ ਸਨੂੰਰਡਾ) <box>782 1136 911 1162</box>
